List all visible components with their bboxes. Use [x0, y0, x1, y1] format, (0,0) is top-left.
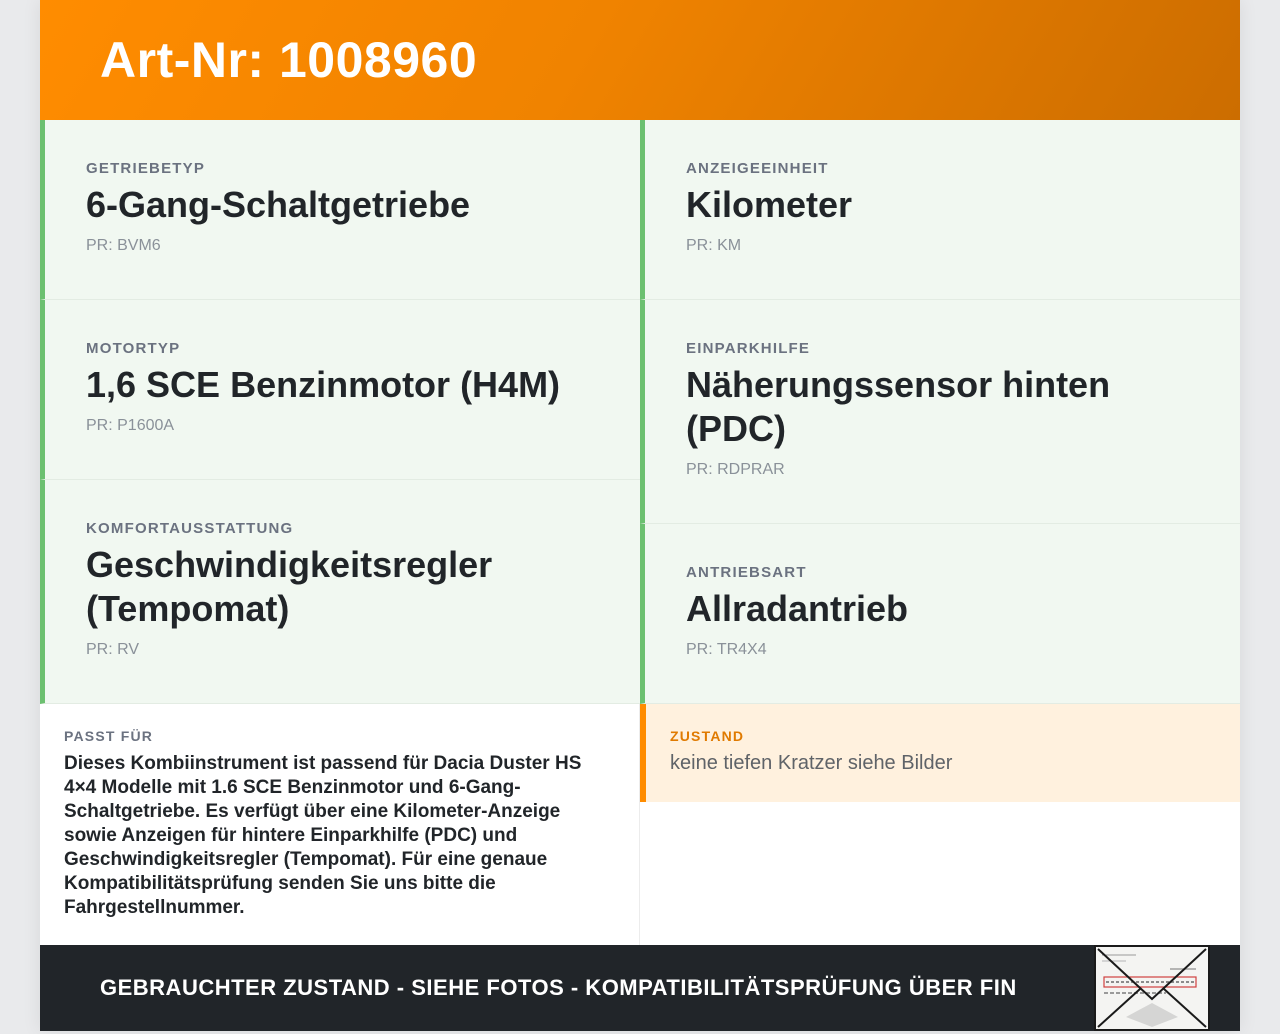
- spec-card-comfort: [40, 480, 640, 704]
- vin-document-icon[interactable]: [1094, 945, 1210, 1031]
- spec-card-display-unit: [640, 120, 1240, 300]
- info-row: [40, 704, 1240, 946]
- header: [40, 0, 1240, 120]
- spec-card-drive-type: [640, 524, 1240, 704]
- condition-text: keine tiefen Kratzer siehe Bilder: [670, 752, 953, 774]
- spec-column-right: [640, 120, 1240, 704]
- spec-label: ANTRIEBSART: [686, 564, 807, 581]
- spec-value: Näherungssensor hinten (PDC): [686, 364, 1111, 449]
- spec-column-left: [40, 120, 640, 704]
- article-number-title: Art-Nr: 1008960: [100, 32, 478, 88]
- fits-section: [40, 704, 640, 946]
- spec-card-gearbox: [40, 120, 640, 300]
- fits-description: Dieses Kombiinstrument ist passend für Dacia Duster HS 4×4 Modelle mit 1.6 SCE Benzinmotor und 6-Gang-Schaltgetriebe. Es verfügt über eine Kilometer-Anzeige sowie Anzeigen für hintere Einparkhilfe (PDC) und Geschwindigkeitsregler (Tempomat). Für eine genaue Kompatibilitätsprüfung senden Sie uns bitte die Fahrgestellnummer.: [64, 753, 582, 918]
- spec-pr-code: PR: RDPRAR: [686, 461, 785, 478]
- condition-label: ZUSTAND: [670, 728, 745, 744]
- spec-value: 6-Gang-Schaltgetriebe: [86, 184, 471, 225]
- spec-value: 1,6 SCE Benzinmotor (H4M): [86, 364, 561, 405]
- spec-label: EINPARKHILFE: [686, 340, 811, 357]
- spec-card-engine: [40, 300, 640, 480]
- spec-label: ANZEIGEEINHEIT: [686, 160, 829, 177]
- footer-text: GEBRAUCHTER ZUSTAND - SIEHE FOTOS - KOMPATIBILITÄTSPRÜFUNG ÜBER FIN: [100, 975, 1017, 1000]
- spec-card-parking-aid: [640, 300, 1240, 524]
- spec-pr-code: PR: P1600A: [86, 417, 175, 434]
- spec-pr-code: PR: BVM6: [86, 237, 161, 254]
- fits-label: PASST FÜR: [64, 728, 154, 744]
- spec-pr-code: PR: TR4X4: [686, 641, 767, 658]
- spec-label: MOTORTYP: [86, 340, 181, 357]
- spec-value: Allradantrieb: [686, 588, 909, 629]
- vin-document-graphic: [1096, 947, 1208, 1029]
- spec-label: KOMFORTAUSSTATTUNG: [86, 520, 294, 537]
- spec-value: Geschwindigkeitsregler (Tempomat): [86, 544, 493, 629]
- spec-value: Kilometer: [686, 184, 853, 225]
- page: [40, 0, 1240, 1031]
- spec-label: GETRIEBETYP: [86, 160, 206, 177]
- spec-pr-code: PR: KM: [686, 237, 742, 254]
- condition-section: [640, 704, 1240, 802]
- footer-banner: [40, 945, 1240, 1031]
- condition-column: [640, 704, 1240, 946]
- spec-pr-code: PR: RV: [86, 641, 140, 658]
- spec-grid: [40, 120, 1240, 704]
